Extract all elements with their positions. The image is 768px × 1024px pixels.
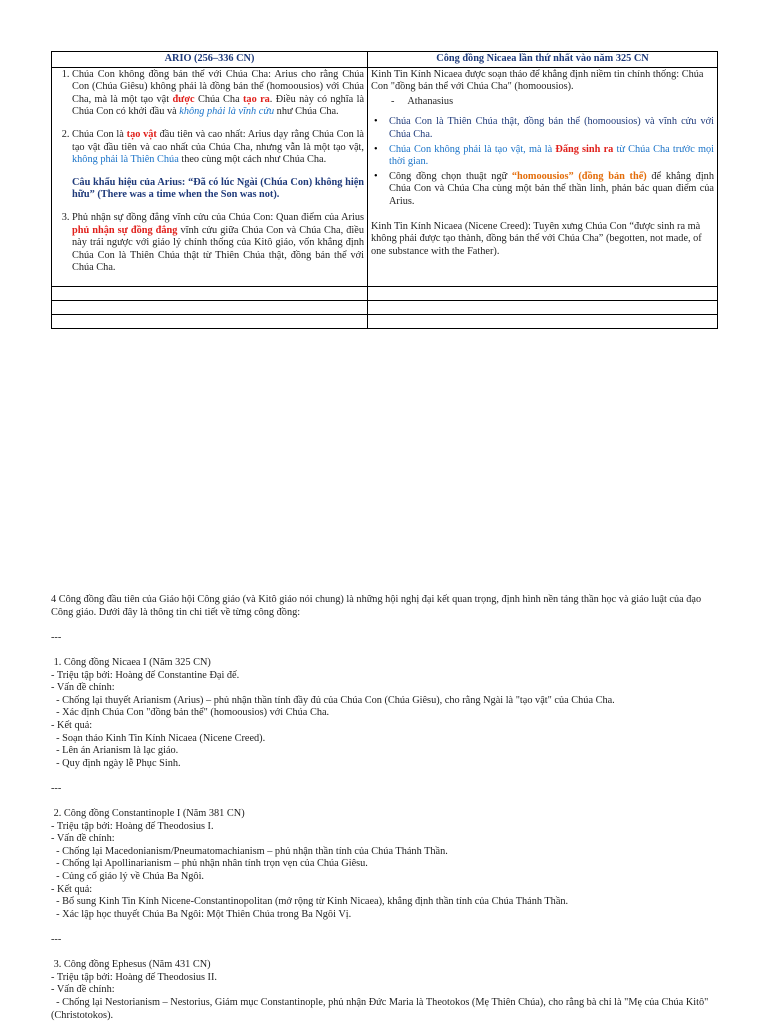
council-3-line: 3. Công đồng Ephesus (Năm 431 CN) <box>51 959 211 971</box>
ario-item-3-text: Phủ nhận sự đồng đẳng vĩnh cửu của Chúa Con: Quan điểm của Arius <box>72 211 364 223</box>
table-row-empty <box>52 286 718 300</box>
council-2-line: - Kết quả: <box>51 883 93 895</box>
ario-item-1-text-4: như Chúa Cha. <box>274 106 339 118</box>
table-row-empty <box>52 314 718 328</box>
ario-item-3 <box>72 212 364 275</box>
header-nicaea: Công đồng Nicaea lần thứ nhất vào năm 325 CN <box>368 52 718 68</box>
separator: --- <box>51 782 62 794</box>
council-2-line: - Xác lập học thuyết Chúa Ba Ngôi: Một Thiên Chúa trong Ba Ngôi Vị. <box>51 908 352 920</box>
header-ario: ARIO (256–336 CN) <box>52 52 368 68</box>
council-3 <box>51 959 718 1022</box>
highlight-dang-sinh-ra: Đấng sinh ra <box>555 143 614 155</box>
council-2-line: - Vấn đề chính: <box>51 833 115 845</box>
ario-item-3-text-2: vĩnh cửu giữa Chúa Con và Chúa Cha, điều này trái ngược với giáo lý chính thống của Kitô giáo, vốn khẳng định Chúa Con là Thiên Chúa thật từ Thiên Chúa thật, đồng bản thể với Chúa Cha. <box>72 224 364 274</box>
council-summary <box>51 594 718 1022</box>
ario-list <box>55 69 364 275</box>
council-1-line: 1. Công đồng Nicaea I (Năm 325 CN) <box>51 656 211 668</box>
highlight-homoousios: “homoousios” (đồng bản thể) <box>511 170 647 182</box>
council-2-line: - Triệu tập bởi: Hoàng đế Theodosius I. <box>51 820 214 832</box>
council-2-line: - Bổ sung Kinh Tin Kính Nicene-Constantinopolitan (mở rộng từ Kinh Nicaea), khẳng định thần tính của Chúa Thánh Thần. <box>51 896 569 908</box>
ario-item-1 <box>72 69 364 119</box>
council-1-line: - Xác định Chúa Con "đồng bản thể" (homoousios) với Chúa Cha. <box>51 707 330 719</box>
council-1-line: - Chống lại thuyết Arianism (Arius) – phủ nhận thần tính đầy đủ của Chúa Con (Chúa Giêsu), cho rằng Ngài là "tạo vật" của Chúa Cha. <box>51 694 615 706</box>
ario-item-2 <box>72 129 364 202</box>
council-3-line: - Vấn đề chính: <box>51 984 115 996</box>
ario-item-1-text-3: . Điều này có nghĩa là Chúa Con có khởi đầu và <box>72 93 365 118</box>
nicaea-bullet-2-text: Chúa Con không phải là tạo vật, mà là <box>389 143 556 155</box>
nicaea-bullet-1: • Chúa Con là Thiên Chúa thật, đồng bản thể (homoousios) và vĩnh cửu với Chúa Cha. <box>389 116 714 141</box>
athanasius-item: - Athanasius <box>391 95 454 107</box>
athanasius-label: Athanasius <box>407 95 454 107</box>
table-content-row <box>52 67 718 286</box>
nicaea-bullet-3-text: Công đồng chọn thuật ngữ <box>389 170 512 182</box>
council-1-line: - Soạn thảo Kinh Tin Kính Nicaea (Nicene Creed). <box>51 732 266 744</box>
highlight-duoc: được <box>172 93 195 105</box>
council-3-line: - Chống lại Nestorianism – Nestorius, Giám mục Constantinople, phủ nhận Đức Maria là Theotokos (Mẹ Thiên Chúa), cho rằng bà chỉ là "Mẹ của Chúa Kitô" (Christotokos). <box>51 997 711 1021</box>
separator: --- <box>51 934 62 946</box>
nicene-creed: Kinh Tin Kính Nicaea (Nicene Creed): Tuyên xưng Chúa Con “được sinh ra mà không phải được tạo thành, đồng bản thể với Chúa Cha” (begotten, not made, of one substance with the Father). <box>371 220 702 257</box>
nicaea-cell <box>368 67 718 286</box>
council-3-line: - Triệu tập bởi: Hoàng đế Theodosius II. <box>51 971 217 983</box>
highlight-khong-phai-thien-chua: không phải là Thiên Chúa <box>72 154 179 166</box>
highlight-tao-vat: tạo vật <box>126 128 157 140</box>
council-1-line: - Triệu tập bởi: Hoàng đế Constantine Đại đế. <box>51 669 240 681</box>
ario-item-2-text: Chúa Con là <box>72 128 127 140</box>
highlight-phu-nhan: phủ nhận sự đồng đẳng <box>72 224 178 236</box>
summary-intro: 4 Công đồng đầu tiên của Giáo hội Công giáo (và Kitô giáo nói chung) là những hội nghị đại kết quan trọng, định hình nền tảng thần học và giáo luật của đạo Công giáo. Dưới đây là thông tin chi tiết về từng công đồng: <box>51 594 702 618</box>
nicaea-bullet-3-text-2: để khẳng định Chúa Con và Chúa Cha cùng một bản thể thần linh, phản bác quan điểm của Arius. <box>389 170 714 207</box>
nicaea-bullet-3 <box>389 171 714 209</box>
ario-item-1-text: Chúa Con không đồng bản thể với Chúa Cha: Arius cho rằng Chúa Con (Chúa Giêsu) không phải là đồng bản thể (homoousios) với Chúa Cha, mà là một tạo vật <box>72 68 364 105</box>
table-row-empty <box>52 300 718 314</box>
nicaea-intro: Kinh Tin Kính Nicaea được soạn thảo để khẳng định niềm tin chính thống: Chúa Con "đồng bản thể với Chúa Cha" (homoousios). <box>371 68 704 93</box>
ario-item-2-text-3: theo cùng một cách như Chúa Cha. <box>178 154 327 166</box>
council-2-line: - Chống lại Macedonianism/Pneumatomachianism – phủ nhận thần tính của Chúa Thánh Thần. <box>51 845 448 857</box>
comparison-table <box>51 51 718 329</box>
table-header-row <box>52 52 718 68</box>
ario-cell <box>52 67 368 286</box>
council-2-line: - Chống lại Apollinarianism – phủ nhận nhân tính trọn vẹn của Chúa Giêsu. <box>51 858 368 870</box>
nicaea-bullets <box>371 116 714 208</box>
council-1-line: - Vấn đề chính: <box>51 682 115 694</box>
council-1-line: - Quy định ngày lễ Phục Sinh. <box>51 757 181 769</box>
ario-item-1-text-2: Chúa Cha <box>194 93 243 105</box>
council-1-line: - Kết quả: <box>51 719 93 731</box>
council-1 <box>51 657 718 770</box>
nicaea-bullet-2 <box>389 144 714 169</box>
council-2 <box>51 808 718 921</box>
highlight-khong-vinh-cuu: không phải là vĩnh cửu <box>179 106 275 118</box>
highlight-tao-ra: tạo ra <box>243 93 270 105</box>
council-1-line: - Lên án Arianism là lạc giáo. <box>51 745 179 757</box>
arius-slogan: Câu khẩu hiệu của Arius: “Đã có lúc Ngài (Chúa Con) không hiện hữu” (There was a time when the Son was not). <box>72 176 364 201</box>
council-2-line: 2. Công đồng Constantinople I (Năm 381 CN) <box>51 808 245 820</box>
separator: --- <box>51 631 62 643</box>
nicaea-bullet-2-text-2: từ Chúa Cha trước mọi thời gian. <box>389 143 715 168</box>
ario-item-2-text-2: đầu tiên và cao nhất: Arius dạy rằng Chúa Con là tạo vật đầu tiên và cao nhất của Chúa Cha, nhưng vẫn là một tạo vật, <box>72 128 364 153</box>
council-2-line: - Củng cố giáo lý về Chúa Ba Ngôi. <box>51 871 205 883</box>
